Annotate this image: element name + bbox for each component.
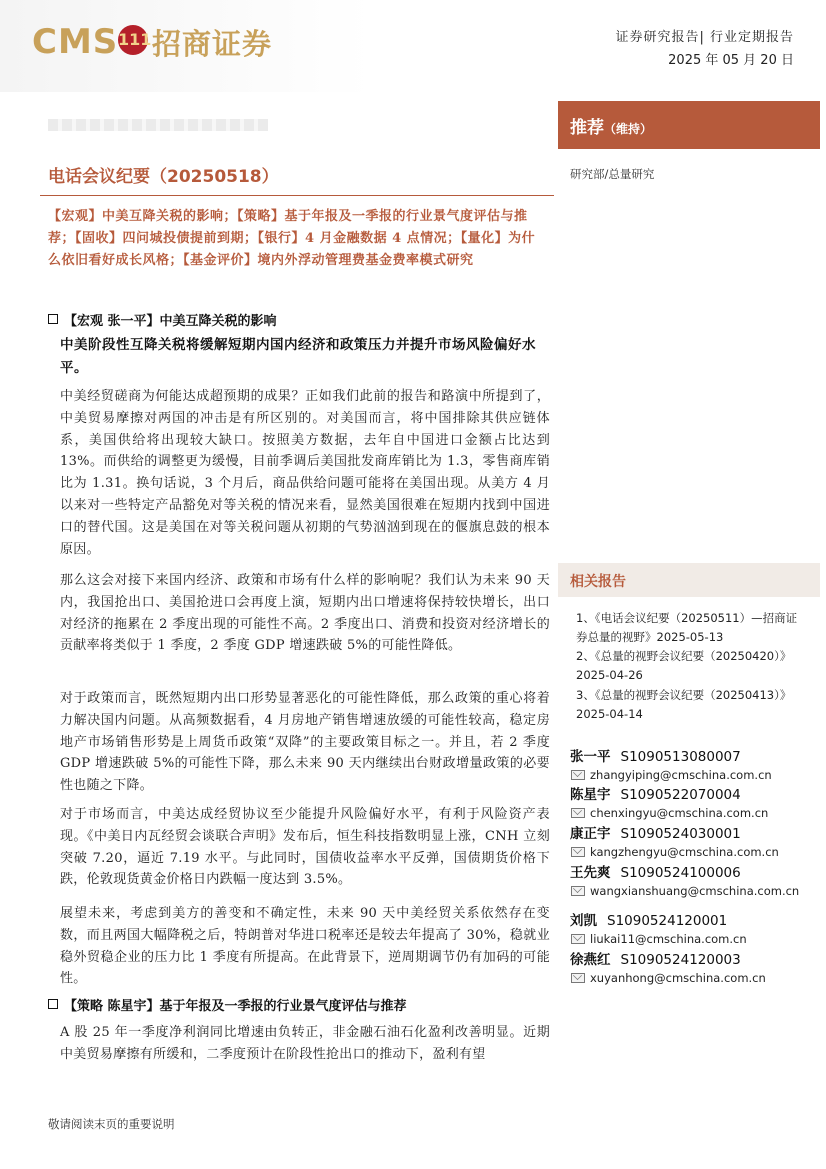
section-heading-text: 【宏观 张一平】中美互降关税的影响 — [64, 314, 277, 329]
mail-icon — [571, 934, 585, 944]
related-reports-title: 相关报告 — [570, 574, 626, 590]
report-type: 证券研究报告| 行业定期报告 — [615, 30, 794, 45]
rating-sub: （维持） — [604, 122, 653, 136]
analyst-email[interactable]: xuyanhong@cmschina.com.cn — [590, 971, 766, 985]
section-heading — [48, 995, 407, 1014]
paragraph: A 股 25 年一季度净利润同比增速由负转正，非金融石油石化盈利改善明显。近期中美贸易摩擦有所缓和，二季度预计在阶段性抢出口的推动下，盈利有望 — [60, 1025, 550, 1062]
mail-icon — [571, 886, 585, 896]
analyst-card — [570, 783, 810, 820]
logo-cms: CMS — [32, 22, 119, 62]
checkbox-bullet-icon — [48, 314, 58, 324]
paragraph: 展望未来，考虑到美方的善变和不确定性，未来 90 天中美经贸关系依然存在变数，而且两国大幅降税之后，特朗普对华进口税率还是较去年提高了 30%，稳就业稳外贸稳企业的压力比 1 季度有所提高。在此背景下，逆周期调节仍有加码的可能性。 — [60, 906, 550, 987]
mail-icon — [571, 847, 585, 857]
analyst-cert: S1090513080007 — [620, 749, 741, 765]
analyst-card — [570, 822, 810, 859]
analyst-name: 刘凯 — [570, 913, 597, 929]
section-lead: 中美阶段性互降关税将缓解短期内国内经济和政策压力并提升市场风险偏好水平。 — [60, 337, 536, 376]
related-report-link[interactable]: 1、《电话会议纪要（20250511）—招商证券总量的视野》2025-05-13 — [576, 611, 798, 644]
paragraph: 对于市场而言，中美达成经贸协议至少能提升风险偏好水平，有利于风险资产表现。《中美日内瓦经贸会谈联合声明》发布后，恒生科技指数明显上涨，CNH 立刻突破 7.20，逼近 7.19 水平。与此同时，国债收益率水平反弹，国债期货价格下跌，伦敦现货黄金价格日内跌幅一度达到 3.5%。 — [60, 807, 550, 888]
department: 研究部/总量研究 — [570, 167, 655, 181]
analyst-cert: S1090524120003 — [620, 952, 741, 968]
document-title: 电话会议纪要（20250518） — [48, 167, 279, 187]
paragraph: 那么这会对接下来国内经济、政策和市场有什么样的影响呢？我们认为未来 90 天内，我国抢出口、美国抢进口会再度上演，短期内出口增速将保持较快增长，出口对经济的拖累在 2 季度出现的可能性不高。2 季度出口、消费和投资对经济增长的贡献率将类似于 1 季度，2 季度 GDP 增速跌破 5%的可能性降低。 — [60, 573, 550, 654]
section-heading — [48, 310, 277, 329]
analyst-card — [570, 909, 810, 946]
analyst-card — [570, 861, 810, 898]
analyst-email[interactable]: chenxingyu@cmschina.com.cn — [590, 806, 769, 820]
summary: 【宏观】中美互降关税的影响；【策略】基于年报及一季报的行业景气度评估与推荐；【固收】四问城投债提前到期；【银行】4 月金融数据 4 点情况；【量化】为什么依旧看好成长风格；【基金评价】境内外浮动管理费基金费率模式研究 — [48, 209, 536, 268]
rating — [570, 113, 652, 138]
analyst-cert: S1090524030001 — [620, 826, 741, 842]
section-heading-text: 【策略 陈星宇】基于年报及一季报的行业景气度评估与推荐 — [64, 999, 407, 1014]
title-divider — [40, 195, 554, 196]
paragraph: 对于政策而言，既然短期内出口形势显著恶化的可能性降低，那么政策的重心将着力解决国内问题。从高频数据看，4 月房地产销售增速放缓的可能性较高，稳定房地产市场销售形势是上周货币政策“双降”的主要政策目标之一。并且，若 2 季度 GDP 增速跌破 5%的可能性下降，那么未来 90 天内继续出台财政增量政策的必要性也随之下降。 — [60, 691, 550, 794]
paragraph: 中美经贸磋商为何能达成超预期的成果？正如我们此前的报告和路演中所提到了，中美贸易摩擦对两国的冲击是有所区别的。对美国而言，将中国排除其供应链体系，美国供给将出现较大缺口。按照美方数据，去年自中国进口金额占比达到 13%。而供给的调整更为缓慢，目前季调后美国批发商库销比为 1.3，零售商库销比为 1.31。换句话说，3 个月后，商品供给问题可能将在美国出现。从美方 4 月以来对一些特定产品豁免对等关税的情况来看，显然美国很难在短期内找到中国进口的替代国。这是美国在对等关税问题从初期的气势汹汹到现在的偃旗息鼓的根本原因。 — [60, 389, 550, 557]
analyst-email[interactable]: liukai11@cmschina.com.cn — [590, 932, 747, 946]
analyst-email[interactable]: wangxianshuang@cmschina.com.cn — [590, 884, 800, 898]
mail-icon — [571, 770, 585, 780]
footer-note: 敬请阅读末页的重要说明 — [48, 1117, 175, 1131]
mail-icon — [571, 973, 585, 983]
related-report-link[interactable]: 3、《总量的视野会议纪要（20250413）》2025-04-14 — [576, 688, 792, 721]
analyst-email[interactable]: kangzhengyu@cmschina.com.cn — [590, 845, 779, 859]
analyst-card — [570, 948, 810, 985]
analyst-name: 陈星宇 — [570, 787, 611, 803]
analyst-cert: S1090522070004 — [620, 787, 741, 803]
analyst-email[interactable]: zhangyiping@cmschina.com.cn — [590, 768, 772, 782]
analyst-name: 张一平 — [570, 749, 611, 765]
analyst-cert: S1090524100006 — [620, 865, 741, 881]
checkbox-bullet-icon — [48, 999, 58, 1009]
analyst-cert: S1090524120001 — [607, 913, 728, 929]
analyst-name: 徐燕红 — [570, 952, 611, 968]
faint-banner — [48, 119, 268, 131]
logo-seal-icon: 111 — [118, 25, 148, 55]
analyst-name: 康正宇 — [570, 826, 611, 842]
analyst-card — [570, 745, 810, 782]
logo-company-name: 招商证券 — [152, 27, 273, 61]
rating-label: 推荐 — [570, 118, 604, 138]
mail-icon — [571, 808, 585, 818]
related-report-link[interactable]: 2、《总量的视野会议纪要（20250420）》2025-04-26 — [576, 649, 792, 682]
analyst-name: 王先爽 — [570, 865, 611, 881]
report-date: 2025 年 05 月 20 日 — [668, 53, 794, 68]
